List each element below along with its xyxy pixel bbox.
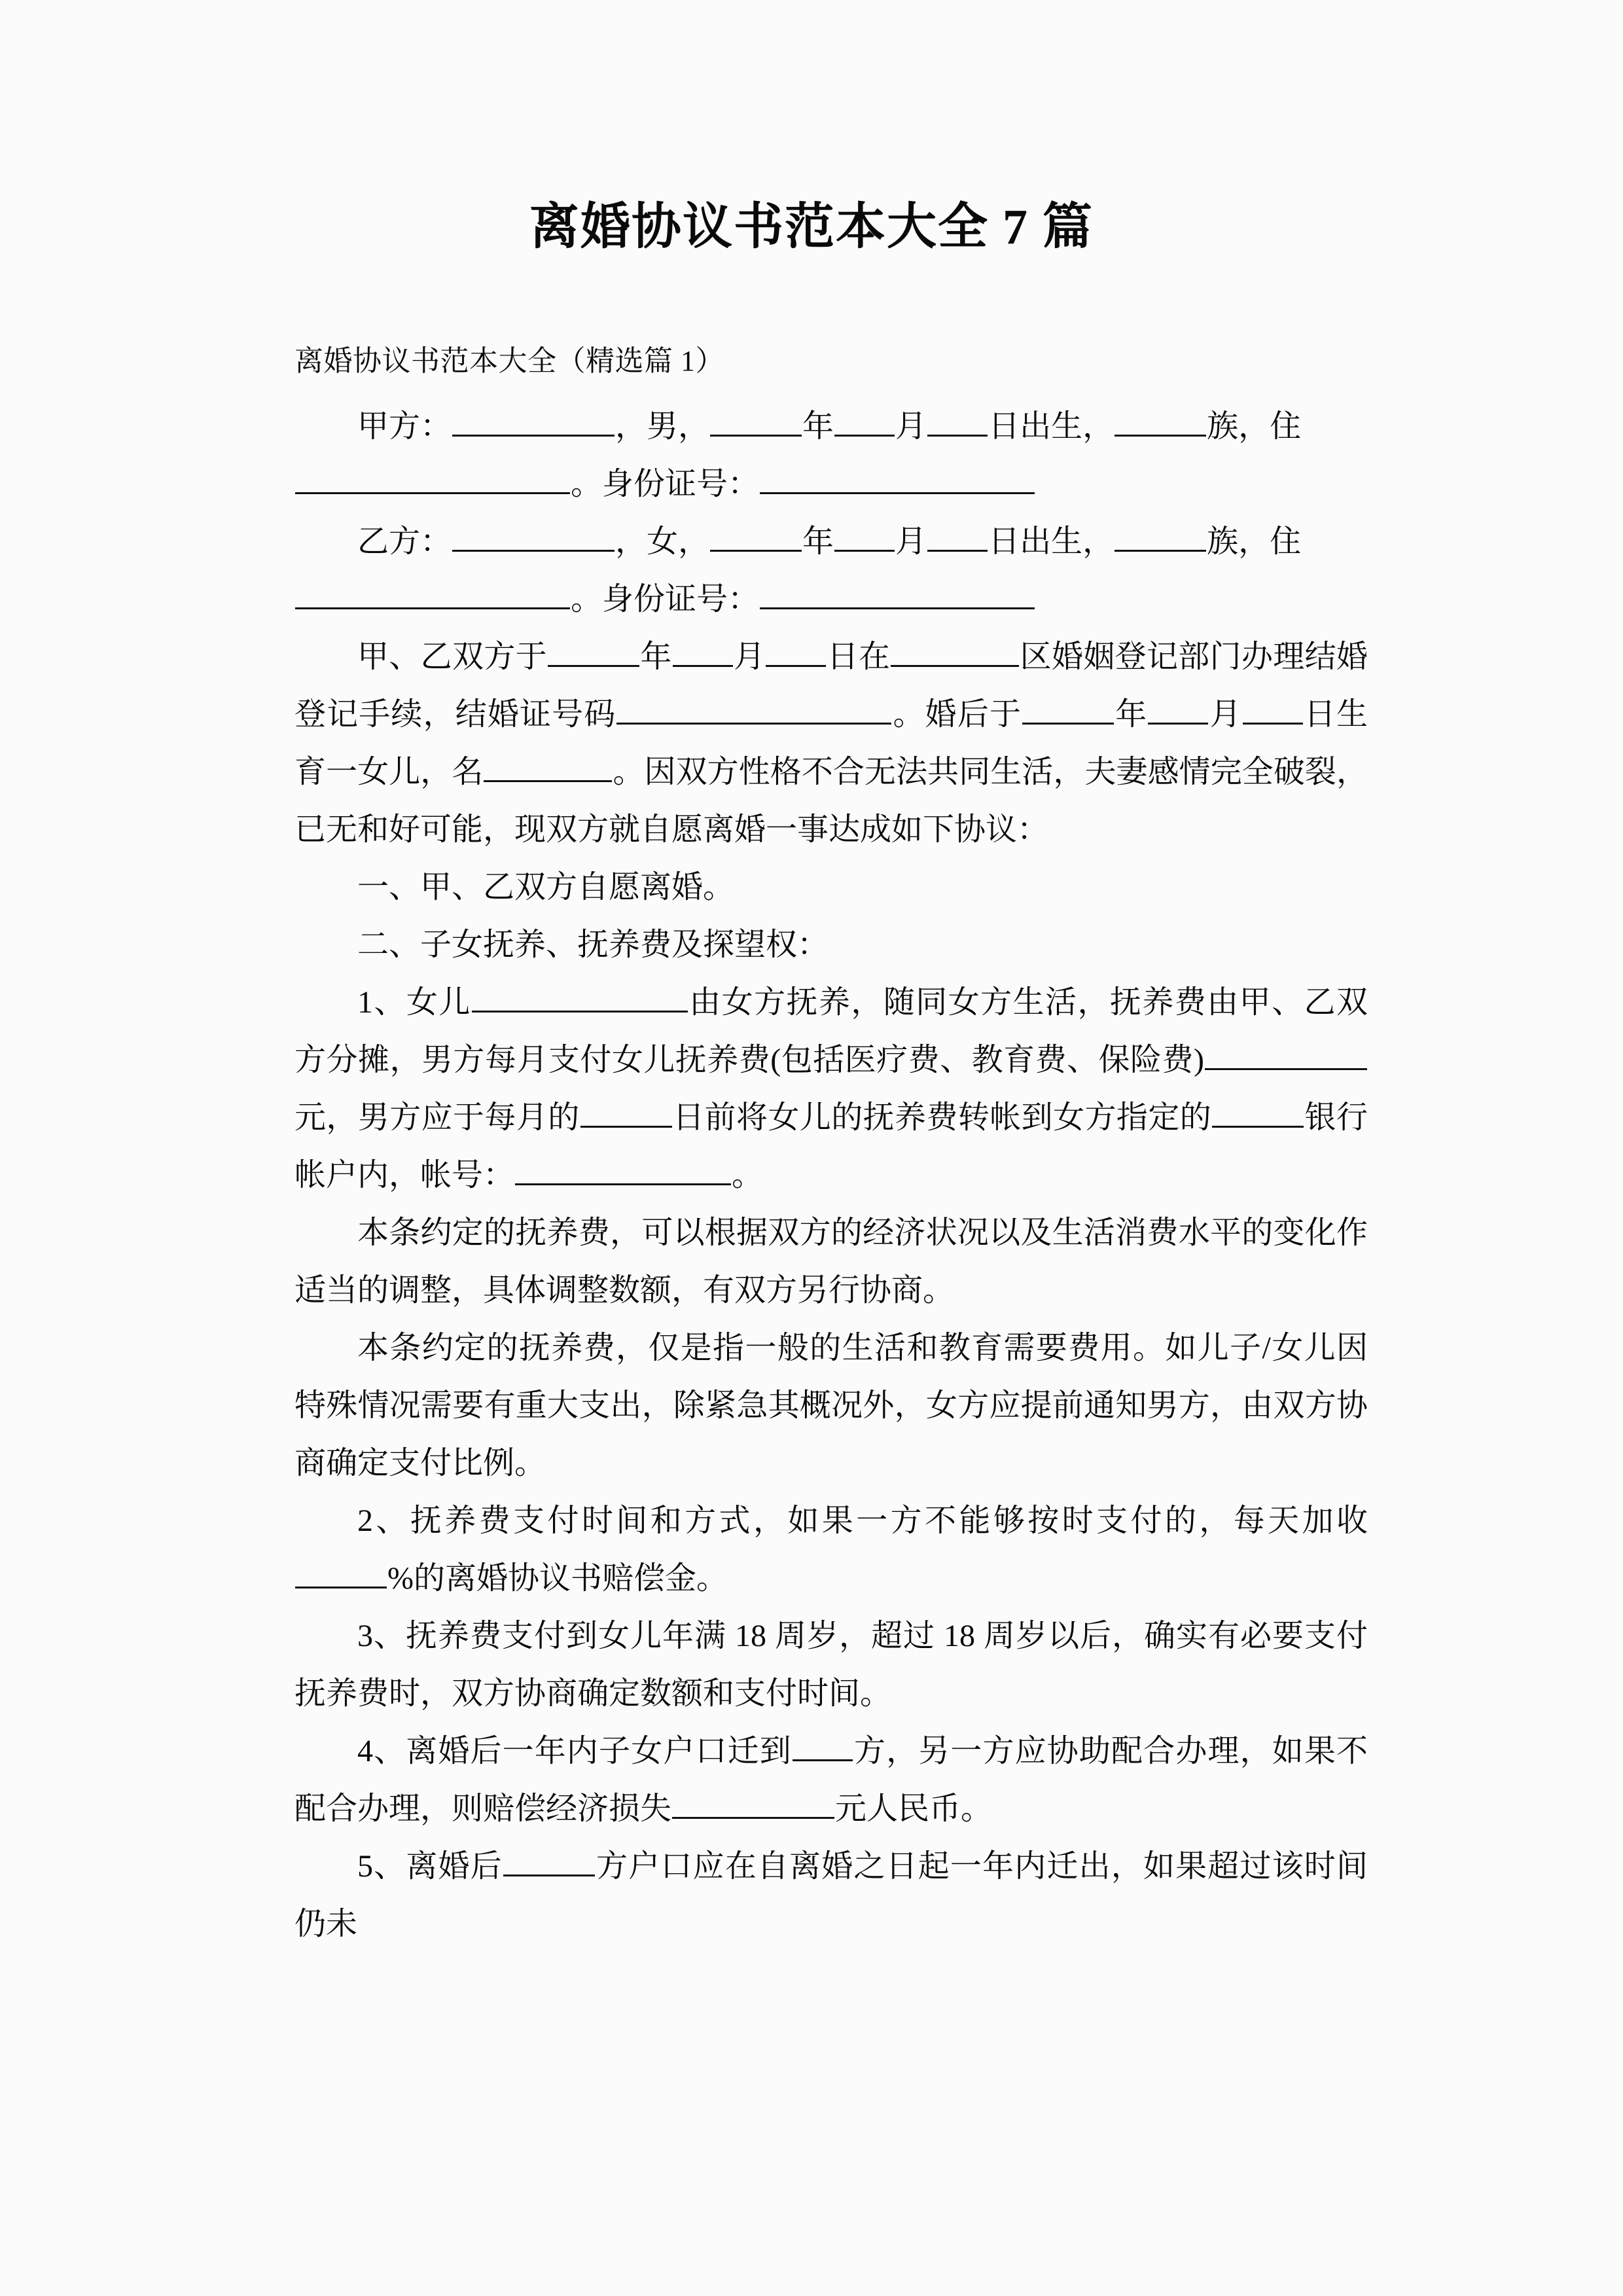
item4-text-a: 4、离婚后一年内子女户口迁到 <box>357 1734 792 1768</box>
marriage-text-6: 。婚后于 <box>892 697 1022 732</box>
marriage-text-10: 。因双方性格不合无法共同生活，夫妻感情完全破裂，已无和好可能，现双方就自愿离婚一事达成如下协议： <box>294 755 1368 847</box>
party-b-text-2: 年 <box>802 524 834 559</box>
item1-daughter-blank[interactable] <box>472 982 688 1013</box>
party-a-name-blank[interactable] <box>452 406 615 437</box>
party-b-text-1: ，女， <box>615 524 710 559</box>
party-b-month-blank[interactable] <box>834 521 895 552</box>
party-a-day-blank[interactable] <box>927 406 988 437</box>
item1-amount-blank[interactable] <box>1205 1039 1367 1070</box>
party-a-text-3: 月 <box>895 409 927 444</box>
party-b-label: 乙方： <box>357 524 452 559</box>
item1-bank-blank[interactable] <box>1212 1097 1304 1128</box>
clause-two-item-3: 3、抚养费支付到女儿年满 18 周岁，超过 18 周岁以后，确实有必要支付抚养费时，双方协商确定数额和支付时间。 <box>294 1619 1368 1711</box>
item2-penalty-rate-blank[interactable] <box>295 1558 387 1588</box>
item4-compensation-blank[interactable] <box>672 1788 834 1819</box>
item2-text-a: 2、抚养费支付时间和方式，如果一方不能够按时支付的，每天加收 <box>357 1503 1368 1538</box>
section-subtitle: 离婚协议书范本大全（精选篇 1） <box>294 345 724 377</box>
marriage-text-7: 年 <box>1115 697 1148 732</box>
party-a-ethnicity-blank[interactable] <box>1115 406 1206 437</box>
item4-party-blank[interactable] <box>793 1731 853 1761</box>
birth-day-blank[interactable] <box>1243 694 1303 725</box>
marriage-year-blank[interactable] <box>548 636 639 667</box>
marriage-text-5: 区婚姻登记部门办理结婚登记手续，结婚证号码 <box>294 639 1368 732</box>
party-a-month-blank[interactable] <box>834 406 895 437</box>
party-b-day-blank[interactable] <box>927 521 988 552</box>
document-body <box>294 332 1368 1953</box>
marriage-day-blank[interactable] <box>766 636 826 667</box>
support-scope-note: 本条约定的抚养费，仅是指一般的生活和教育需要费用。如儿子/女儿因特殊情况需要有重大支出，除紧急其概况外，女方应提前通知男方，由双方协商确定支付比例。 <box>294 1331 1368 1480</box>
marriage-text-3: 月 <box>733 639 766 674</box>
birth-month-blank[interactable] <box>1148 694 1208 725</box>
clause-two-item-4 <box>294 1723 1368 1838</box>
item5-party-blank[interactable] <box>503 1846 595 1876</box>
party-b-id-label: 。身份证号： <box>571 582 760 617</box>
daughter-name-blank[interactable] <box>484 751 612 782</box>
party-a-address-blank[interactable] <box>295 463 570 494</box>
party-b-address-blank[interactable] <box>295 579 570 609</box>
item2-text-b: %的离婚协议书赔偿金。 <box>387 1561 728 1596</box>
party-a-label: 甲方： <box>357 409 452 444</box>
page-title: 离婚协议书范本大全 7 篇 <box>529 200 1094 255</box>
party-a-text-2: 年 <box>802 409 834 444</box>
marriage-text-8: 月 <box>1209 697 1242 732</box>
item1-text-e: 银行帐户内，帐号： <box>294 1100 1368 1193</box>
clause-two-item-2 <box>294 1492 1368 1607</box>
item1-payday-blank[interactable] <box>580 1097 672 1128</box>
party-b-text-4: 日出生， <box>988 524 1115 559</box>
party-a-id-blank[interactable] <box>760 463 1035 494</box>
party-b-id-blank[interactable] <box>760 579 1035 609</box>
marriage-district-blank[interactable] <box>891 636 1019 667</box>
item4-text-c: 元人民币。 <box>835 1791 993 1826</box>
marriage-registration-paragraph <box>294 628 1368 859</box>
item1-text-c: 元，男方应于每月的 <box>294 1100 580 1135</box>
clause-two-item-5 <box>294 1838 1368 1953</box>
party-a-line <box>294 398 1368 456</box>
party-b-name-blank[interactable] <box>452 521 615 552</box>
party-a-id-label: 。身份证号： <box>571 467 760 501</box>
item1-account-blank[interactable] <box>515 1155 731 1185</box>
marriage-text-9: 日生育一女儿，名 <box>294 697 1368 789</box>
party-a-text-4: 日出生， <box>988 409 1115 444</box>
party-b-year-blank[interactable] <box>710 521 802 552</box>
clause-one: 一、甲、乙双方自愿离婚。 <box>357 870 735 905</box>
party-b-text-3: 月 <box>895 524 927 559</box>
birth-year-blank[interactable] <box>1022 694 1114 725</box>
item1-text-b: 由女方抚养，随同女方生活，抚养费由甲、乙双方分摊，男方每月支付女儿抚养费(包括医疗费、教育费、保险费) <box>294 985 1368 1077</box>
item5-text-a: 5、离婚后 <box>357 1849 503 1884</box>
marriage-text-2: 年 <box>639 639 672 674</box>
party-a-id-line <box>294 456 1368 513</box>
support-adjustment-note: 本条约定的抚养费，可以根据双方的经济状况以及生活消费水平的变化作适当的调整，具体调整数额，有双方另行协商。 <box>294 1215 1368 1308</box>
clause-two-heading: 二、子女抚养、抚养费及探望权： <box>357 927 829 962</box>
party-b-line <box>294 513 1368 571</box>
marriage-text-4: 日在 <box>827 639 891 674</box>
marriage-certificate-blank[interactable] <box>616 694 891 725</box>
party-a-year-blank[interactable] <box>710 406 802 437</box>
party-b-text-5: 族，住 <box>1207 524 1302 559</box>
item1-text-f: 。 <box>732 1158 764 1193</box>
item4-text-b: 方，另一方应协助配合办理，如果不配合办理，则赔偿经济损失 <box>294 1734 1368 1826</box>
marriage-text-1: 甲、乙双方于 <box>357 639 547 674</box>
marriage-month-blank[interactable] <box>673 636 733 667</box>
clause-two-item-1 <box>294 974 1368 1204</box>
party-a-text-5: 族，住 <box>1207 409 1302 444</box>
item1-text-d: 日前将女儿的抚养费转帐到女方指定的 <box>672 1100 1212 1135</box>
item5-text-b: 方户口应在自离婚之日起一年内迁出，如果超过该时间仍未 <box>294 1849 1368 1941</box>
item1-text-a: 1、女儿 <box>357 985 471 1020</box>
party-b-id-line <box>294 571 1368 628</box>
party-a-text-1: ，男， <box>615 409 710 444</box>
party-b-ethnicity-blank[interactable] <box>1115 521 1206 552</box>
